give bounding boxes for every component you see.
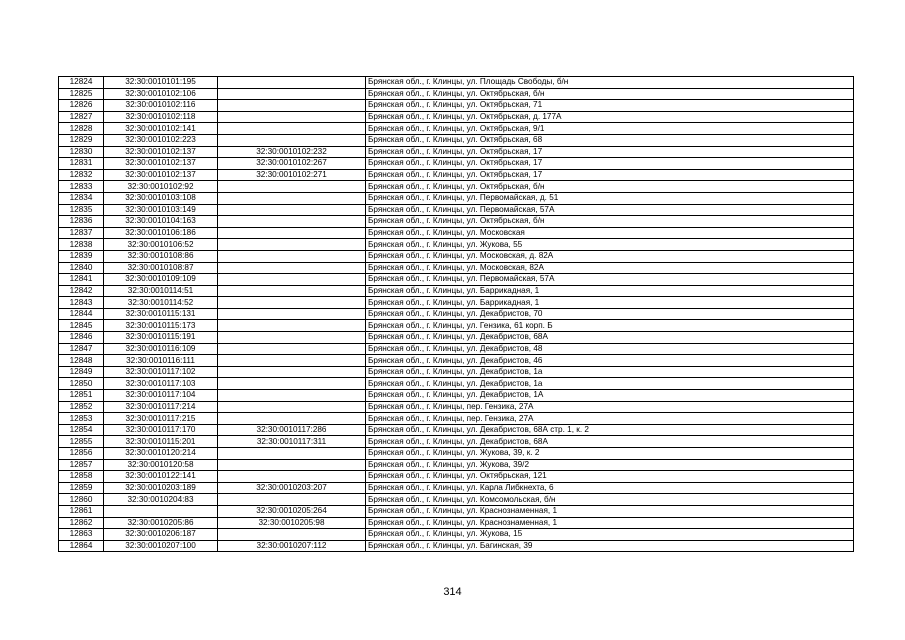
- table-row: [59, 308, 854, 320]
- address-cell: Брянская обл., г. Клинцы, ул. Октябрьская, б/н: [366, 181, 854, 193]
- table-row: [59, 192, 854, 204]
- address-cell: Брянская обл., г. Клинцы, ул. Октябрьская, 121: [366, 471, 854, 483]
- cadastral-number-cell: 32:30:0010115:173: [104, 320, 218, 332]
- table-row: [59, 517, 854, 529]
- table-row: [59, 355, 854, 367]
- table-row: [59, 413, 854, 425]
- parent-cadastral-number-cell: [218, 239, 366, 251]
- parent-cadastral-number-cell: [218, 494, 366, 506]
- address-cell: Брянская обл., г. Клинцы, ул. Баррикадная, 1: [366, 297, 854, 309]
- cadastral-number-cell: 32:30:0010102:223: [104, 134, 218, 146]
- cadastral-number-cell: 32:30:0010115:131: [104, 308, 218, 320]
- row-number-cell: 12839: [59, 250, 104, 262]
- row-number-cell: 12826: [59, 100, 104, 112]
- cadastral-number-cell: 32:30:0010117:103: [104, 378, 218, 390]
- parent-cadastral-number-cell: [218, 471, 366, 483]
- parent-cadastral-number-cell: 32:30:0010205:98: [218, 517, 366, 529]
- address-cell: Брянская обл., г. Клинцы, ул. Жукова, 15: [366, 529, 854, 541]
- parent-cadastral-number-cell: 32:30:0010102:232: [218, 146, 366, 158]
- cadastral-number-cell: 32:30:0010102:137: [104, 169, 218, 181]
- cadastral-number-cell: 32:30:0010108:86: [104, 250, 218, 262]
- row-number-cell: 12832: [59, 169, 104, 181]
- table-row: [59, 181, 854, 193]
- parent-cadastral-number-cell: 32:30:0010117:311: [218, 436, 366, 448]
- address-cell: Брянская обл., г. Клинцы, ул. Октябрьская, 71: [366, 100, 854, 112]
- table-row: [59, 320, 854, 332]
- parent-cadastral-number-cell: [218, 204, 366, 216]
- row-number-cell: 12859: [59, 482, 104, 494]
- parent-cadastral-number-cell: [218, 308, 366, 320]
- row-number-cell: 12863: [59, 529, 104, 541]
- parent-cadastral-number-cell: [218, 320, 366, 332]
- parent-cadastral-number-cell: [218, 459, 366, 471]
- cadastral-number-cell: 32:30:0010115:191: [104, 332, 218, 344]
- property-table: [58, 76, 854, 552]
- table-row: [59, 505, 854, 517]
- parent-cadastral-number-cell: [218, 123, 366, 135]
- address-cell: Брянская обл., г. Клинцы, ул. Октябрьская, 17: [366, 158, 854, 170]
- address-cell: Брянская обл., г. Клинцы, ул. Жукова, 55: [366, 239, 854, 251]
- address-cell: Брянская обл., г. Клинцы, ул. Октябрьская, 17: [366, 146, 854, 158]
- table-row: [59, 88, 854, 100]
- table-row: [59, 482, 854, 494]
- parent-cadastral-number-cell: [218, 262, 366, 274]
- table-row: [59, 100, 854, 112]
- parent-cadastral-number-cell: [218, 134, 366, 146]
- parent-cadastral-number-cell: [218, 274, 366, 286]
- cadastral-number-cell: 32:30:0010117:214: [104, 401, 218, 413]
- parent-cadastral-number-cell: [218, 413, 366, 425]
- cadastral-number-cell: 32:30:0010117:104: [104, 390, 218, 402]
- table-row: [59, 134, 854, 146]
- parent-cadastral-number-cell: 32:30:0010207:112: [218, 540, 366, 552]
- row-number-cell: 12828: [59, 123, 104, 135]
- address-cell: Брянская обл., г. Клинцы, ул. Октябрьская, б/н: [366, 216, 854, 228]
- row-number-cell: 12856: [59, 448, 104, 460]
- cadastral-number-cell: 32:30:0010114:51: [104, 285, 218, 297]
- cadastral-number-cell: 32:30:0010106:186: [104, 227, 218, 239]
- address-cell: Брянская обл., г. Клинцы, ул. Декабристов, 48: [366, 343, 854, 355]
- row-number-cell: 12845: [59, 320, 104, 332]
- page-number: 314: [443, 586, 462, 598]
- row-number-cell: 12840: [59, 262, 104, 274]
- table-row: [59, 459, 854, 471]
- row-number-cell: 12830: [59, 146, 104, 158]
- row-number-cell: 12843: [59, 297, 104, 309]
- table-row: [59, 471, 854, 483]
- table-row: [59, 436, 854, 448]
- cadastral-number-cell: 32:30:0010206:187: [104, 529, 218, 541]
- address-cell: Брянская обл., г. Клинцы, ул. Декабристов, 70: [366, 308, 854, 320]
- row-number-cell: 12858: [59, 471, 104, 483]
- cadastral-number-cell: 32:30:0010116:109: [104, 343, 218, 355]
- cadastral-number-cell: 32:30:0010101:195: [104, 77, 218, 89]
- cadastral-number-cell: 32:30:0010102:141: [104, 123, 218, 135]
- table-row: [59, 227, 854, 239]
- table-row: [59, 285, 854, 297]
- address-cell: Брянская обл., г. Клинцы, ул. Багинская, 39: [366, 540, 854, 552]
- parent-cadastral-number-cell: 32:30:0010205:264: [218, 505, 366, 517]
- row-number-cell: 12844: [59, 308, 104, 320]
- cadastral-number-cell: 32:30:0010108:87: [104, 262, 218, 274]
- row-number-cell: 12852: [59, 401, 104, 413]
- row-number-cell: 12831: [59, 158, 104, 170]
- parent-cadastral-number-cell: [218, 181, 366, 193]
- parent-cadastral-number-cell: [218, 227, 366, 239]
- parent-cadastral-number-cell: 32:30:0010203:207: [218, 482, 366, 494]
- address-cell: Брянская обл., г. Клинцы, ул. Гензика, 61 корп. Б: [366, 320, 854, 332]
- cadastral-number-cell: 32:30:0010102:137: [104, 146, 218, 158]
- address-cell: Брянская обл., г. Клинцы, ул. Московская: [366, 227, 854, 239]
- parent-cadastral-number-cell: [218, 529, 366, 541]
- cadastral-number-cell: 32:30:0010117:102: [104, 366, 218, 378]
- table-row: [59, 366, 854, 378]
- cadastral-number-cell: 32:30:0010102:118: [104, 111, 218, 123]
- row-number-cell: 12834: [59, 192, 104, 204]
- address-cell: Брянская обл., г. Клинцы, ул. Московская, 82А: [366, 262, 854, 274]
- row-number-cell: 12847: [59, 343, 104, 355]
- address-cell: Брянская обл., г. Клинцы, ул. Декабристов, 68А: [366, 436, 854, 448]
- address-cell: Брянская обл., г. Клинцы, ул. Декабристов, 1а: [366, 378, 854, 390]
- table-row: [59, 401, 854, 413]
- row-number-cell: 12857: [59, 459, 104, 471]
- row-number-cell: 12835: [59, 204, 104, 216]
- cadastral-number-cell: 32:30:0010104:163: [104, 216, 218, 228]
- table-row: [59, 378, 854, 390]
- table-row: [59, 146, 854, 158]
- cadastral-number-cell: 32:30:0010102:116: [104, 100, 218, 112]
- parent-cadastral-number-cell: [218, 332, 366, 344]
- table-row: [59, 250, 854, 262]
- cadastral-number-cell: 32:30:0010102:92: [104, 181, 218, 193]
- address-cell: Брянская обл., г. Клинцы, ул. Октябрьская, 68: [366, 134, 854, 146]
- table-row: [59, 297, 854, 309]
- parent-cadastral-number-cell: [218, 100, 366, 112]
- parent-cadastral-number-cell: [218, 378, 366, 390]
- cadastral-number-cell: 32:30:0010102:137: [104, 158, 218, 170]
- address-cell: Брянская обл., г. Клинцы, ул. Октябрьская, 17: [366, 169, 854, 181]
- address-cell: Брянская обл., г. Клинцы, ул. Декабристов, 68А: [366, 332, 854, 344]
- row-number-cell: 12855: [59, 436, 104, 448]
- cadastral-number-cell: 32:30:0010106:52: [104, 239, 218, 251]
- table-row: [59, 424, 854, 436]
- table-row: [59, 494, 854, 506]
- table-row: [59, 111, 854, 123]
- cadastral-number-cell: 32:30:0010102:106: [104, 88, 218, 100]
- cadastral-number-cell: 32:30:0010120:214: [104, 448, 218, 460]
- address-cell: Брянская обл., г. Клинцы, ул. Декабристов, 68А стр. 1, к. 2: [366, 424, 854, 436]
- cadastral-number-cell: 32:30:0010207:100: [104, 540, 218, 552]
- parent-cadastral-number-cell: [218, 285, 366, 297]
- table-row: [59, 169, 854, 181]
- cadastral-number-cell: 32:30:0010103:108: [104, 192, 218, 204]
- table-row: [59, 540, 854, 552]
- table-row: [59, 158, 854, 170]
- parent-cadastral-number-cell: [218, 297, 366, 309]
- table-row: [59, 204, 854, 216]
- address-cell: Брянская обл., г. Клинцы, ул. Первомайская, д. 51: [366, 192, 854, 204]
- cadastral-number-cell: 32:30:0010117:215: [104, 413, 218, 425]
- table-row: [59, 77, 854, 89]
- table-row: [59, 123, 854, 135]
- cadastral-number-cell: 32:30:0010116:111: [104, 355, 218, 367]
- address-cell: Брянская обл., г. Клинцы, ул. Октябрьская, б/н: [366, 88, 854, 100]
- address-cell: Брянская обл., г. Клинцы, ул. Комсомольская, б/н: [366, 494, 854, 506]
- address-cell: Брянская обл., г. Клинцы, пер. Гензика, 27А: [366, 413, 854, 425]
- row-number-cell: 12862: [59, 517, 104, 529]
- row-number-cell: 12825: [59, 88, 104, 100]
- address-cell: Брянская обл., г. Клинцы, ул. Октябрьская, д. 177А: [366, 111, 854, 123]
- row-number-cell: 12853: [59, 413, 104, 425]
- address-cell: Брянская обл., г. Клинцы, ул. Баррикадная, 1: [366, 285, 854, 297]
- parent-cadastral-number-cell: [218, 355, 366, 367]
- row-number-cell: 12851: [59, 390, 104, 402]
- row-number-cell: 12827: [59, 111, 104, 123]
- cadastral-number-cell: 32:30:0010117:170: [104, 424, 218, 436]
- cadastral-number-cell: 32:30:0010122:141: [104, 471, 218, 483]
- address-cell: Брянская обл., г. Клинцы, ул. Площадь Свободы, б/н: [366, 77, 854, 89]
- row-number-cell: 12848: [59, 355, 104, 367]
- address-cell: Брянская обл., г. Клинцы, ул. Первомайская, 57А: [366, 204, 854, 216]
- table-row: [59, 343, 854, 355]
- address-cell: Брянская обл., г. Клинцы, ул. Жукова, 39, к. 2: [366, 448, 854, 460]
- address-cell: Брянская обл., г. Клинцы, ул. Краснознаменная, 1: [366, 505, 854, 517]
- row-number-cell: 12838: [59, 239, 104, 251]
- parent-cadastral-number-cell: 32:30:0010102:271: [218, 169, 366, 181]
- row-number-cell: 12837: [59, 227, 104, 239]
- address-cell: Брянская обл., г. Клинцы, ул. Краснознаменная, 1: [366, 517, 854, 529]
- row-number-cell: 12864: [59, 540, 104, 552]
- row-number-cell: 12850: [59, 378, 104, 390]
- parent-cadastral-number-cell: [218, 216, 366, 228]
- table-body: [59, 77, 854, 552]
- cadastral-number-cell: 32:30:0010114:52: [104, 297, 218, 309]
- address-cell: Брянская обл., г. Клинцы, ул. Первомайская, 57А: [366, 274, 854, 286]
- row-number-cell: 12842: [59, 285, 104, 297]
- parent-cadastral-number-cell: [218, 250, 366, 262]
- cadastral-number-cell: 32:30:0010109:109: [104, 274, 218, 286]
- row-number-cell: 12824: [59, 77, 104, 89]
- row-number-cell: 12836: [59, 216, 104, 228]
- table-row: [59, 529, 854, 541]
- table-row: [59, 262, 854, 274]
- cadastral-number-cell: 32:30:0010120:58: [104, 459, 218, 471]
- address-cell: Брянская обл., г. Клинцы, ул. Декабристов, 46: [366, 355, 854, 367]
- parent-cadastral-number-cell: 32:30:0010102:267: [218, 158, 366, 170]
- parent-cadastral-number-cell: [218, 448, 366, 460]
- table-row: [59, 239, 854, 251]
- cadastral-number-cell: [104, 505, 218, 517]
- table-row: [59, 274, 854, 286]
- row-number-cell: 12849: [59, 366, 104, 378]
- table-row: [59, 448, 854, 460]
- row-number-cell: 12846: [59, 332, 104, 344]
- table-row: [59, 390, 854, 402]
- row-number-cell: 12860: [59, 494, 104, 506]
- row-number-cell: 12833: [59, 181, 104, 193]
- parent-cadastral-number-cell: 32:30:0010117:286: [218, 424, 366, 436]
- parent-cadastral-number-cell: [218, 343, 366, 355]
- address-cell: Брянская обл., г. Клинцы, ул. Московская, д. 82А: [366, 250, 854, 262]
- cadastral-number-cell: 32:30:0010203:189: [104, 482, 218, 494]
- parent-cadastral-number-cell: [218, 111, 366, 123]
- parent-cadastral-number-cell: [218, 401, 366, 413]
- cadastral-number-cell: 32:30:0010103:149: [104, 204, 218, 216]
- address-cell: Брянская обл., г. Клинцы, ул. Карла Либкнехта, 6: [366, 482, 854, 494]
- parent-cadastral-number-cell: [218, 366, 366, 378]
- address-cell: Брянская обл., г. Клинцы, пер. Гензика, 27А: [366, 401, 854, 413]
- row-number-cell: 12861: [59, 505, 104, 517]
- address-cell: Брянская обл., г. Клинцы, ул. Декабристов, 1А: [366, 390, 854, 402]
- table-row: [59, 216, 854, 228]
- table-row: [59, 332, 854, 344]
- cadastral-number-cell: 32:30:0010115:201: [104, 436, 218, 448]
- row-number-cell: 12854: [59, 424, 104, 436]
- parent-cadastral-number-cell: [218, 77, 366, 89]
- row-number-cell: 12829: [59, 134, 104, 146]
- parent-cadastral-number-cell: [218, 192, 366, 204]
- address-cell: Брянская обл., г. Клинцы, ул. Октябрьская, 9/1: [366, 123, 854, 135]
- address-cell: Брянская обл., г. Клинцы, ул. Декабристов, 1а: [366, 366, 854, 378]
- cadastral-number-cell: 32:30:0010204:83: [104, 494, 218, 506]
- cadastral-number-cell: 32:30:0010205:86: [104, 517, 218, 529]
- parent-cadastral-number-cell: [218, 88, 366, 100]
- row-number-cell: 12841: [59, 274, 104, 286]
- address-cell: Брянская обл., г. Клинцы, ул. Жукова, 39/2: [366, 459, 854, 471]
- parent-cadastral-number-cell: [218, 390, 366, 402]
